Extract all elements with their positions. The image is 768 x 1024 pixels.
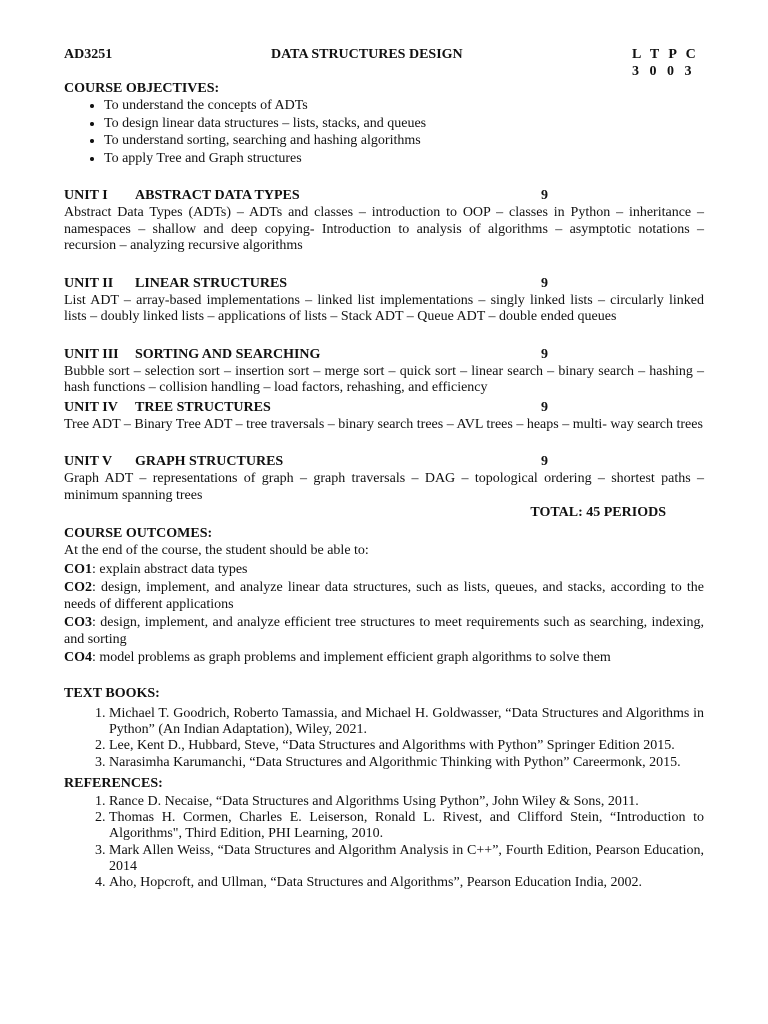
total-periods: TOTAL: 45 PERIODS: [530, 505, 666, 520]
unit-content: Tree ADT – Binary Tree ADT – tree traversals – binary search trees – AVL trees – heaps – multi- way search trees: [64, 416, 703, 432]
outcome-code: CO4: [64, 650, 92, 665]
unit-heading: [64, 453, 704, 471]
objective-item: • To design linear data structures – lists, stacks, and queues: [104, 115, 704, 133]
unit-number: UNIT IV: [64, 399, 118, 415]
unit-hours: 9: [541, 346, 548, 362]
outcome-item: [64, 562, 704, 579]
unit-content: Bubble sort – selection sort – insertion sort – merge sort – quick sort – linear search – binary search – hashing – hash functions – collision handling – load factors, rehashing, and efficiency: [64, 363, 704, 395]
outcome-text: : explain abstract data types: [92, 561, 248, 577]
unit-number: UNIT II: [64, 275, 114, 291]
unit-block: [64, 453, 704, 504]
unit-hours: 9: [541, 454, 548, 469]
reference-item: 1. Rance D. Necaise, “Data Structures and Algorithms Using Python”, John Wiley & Sons, 2011.: [109, 794, 704, 810]
outcome-text: : design, implement, and analyze efficient tree structures to meet requirements such as searching, indexing, and sorting: [64, 615, 704, 647]
unit-block: [64, 346, 704, 397]
outcome-item: [64, 580, 704, 613]
objectives-heading: COURSE OBJECTIVES:: [64, 81, 220, 96]
unit-title: ABSTRACT DATA TYPES: [135, 188, 300, 203]
ltpc-label: L T P C: [632, 47, 699, 62]
outcomes-intro: At the end of the course, the student should be able to:: [64, 543, 369, 558]
unit-title: SORTING AND SEARCHING: [135, 346, 321, 362]
unit-hours: 9: [541, 188, 548, 203]
textbook-item: 1. Michael T. Goodrich, Roberto Tamassia, and Michael H. Goldwasser, “Data Structures and Algorithms in Python” (An Indian Adaptation), Wiley, 2021.: [109, 706, 704, 738]
syllabus-page: [64, 46, 704, 892]
unit-hours: 9: [541, 275, 548, 291]
unit-title: TREE STRUCTURES: [135, 399, 271, 415]
unit-heading: [64, 275, 704, 293]
outcome-item: [64, 650, 704, 667]
unit-title: LINEAR STRUCTURES: [135, 275, 288, 291]
unit-heading: [64, 399, 704, 417]
unit-block: [64, 187, 704, 255]
objective-item: • To understand the concepts of ADTs: [104, 97, 704, 115]
references-heading: REFERENCES:: [64, 775, 163, 791]
unit-block: [64, 399, 704, 434]
unit-heading: [64, 187, 704, 205]
outcome-text: : design, implement, and analyze linear data structures, such as lists, queues, and stacks, according to the needs of different applications: [64, 580, 704, 612]
course-header: [64, 46, 704, 80]
textbooks-list: [64, 706, 704, 771]
unit-number: UNIT III: [64, 346, 119, 362]
outcome-code: CO3: [64, 615, 92, 630]
unit-block: [64, 275, 704, 326]
reference-item: 3. Mark Allen Weiss, “Data Structures and Algorithm Analysis in C++”, Fourth Edition, Pearson Education, 2014: [109, 843, 704, 875]
unit-hours: 9: [541, 399, 548, 415]
objectives-list: [64, 97, 704, 167]
objective-item: • To understand sorting, searching and hashing algorithms: [104, 132, 704, 150]
course-title: DATA STRUCTURES DESIGN: [271, 47, 463, 62]
course-code: AD3251: [64, 47, 113, 62]
objective-item: • To apply Tree and Graph structures: [104, 150, 704, 168]
unit-heading: [64, 346, 704, 364]
reference-item: 4. Aho, Hopcroft, and Ullman, “Data Structures and Algorithms”, Pearson Education India, 2002.: [109, 875, 704, 891]
textbook-item: 2. Lee, Kent D., Hubbard, Steve, “Data Structures and Algorithms with Python” Springer Edition 2015.: [109, 738, 704, 754]
unit-content: List ADT – array-based implementations – linked list implementations – singly linked lists – circularly linked lists – doubly linked lists – applications of lists – Stack ADT – Queue ADT – double ended queues: [64, 292, 704, 324]
unit-content: Abstract Data Types (ADTs) – ADTs and classes – introduction to OOP – classes in Python – inheritance – namespaces – shallow and deep copying- Introduction to analysis of algorithms – asymptotic notations – recursion – analyzing recursive algorithms: [64, 205, 704, 253]
textbooks-heading: TEXT BOOKS:: [64, 685, 160, 701]
unit-number: UNIT V: [64, 454, 113, 469]
outcome-code: CO2: [64, 580, 92, 595]
textbook-item: 3. Narasimha Karumanchi, “Data Structures and Algorithmic Thinking with Python” Careermonk, 2015.: [109, 755, 704, 771]
outcome-text: : model problems as graph problems and implement efficient graph algorithms to solve them: [92, 650, 611, 665]
unit-number: UNIT I: [64, 188, 108, 203]
reference-item: 2. Thomas H. Cormen, Charles E. Leiserson, Ronald L. Rivest, and Clifford Stein, “Introduction to Algorithms", Third Edition, PHI Learning, 2010.: [109, 810, 704, 842]
outcomes-heading: COURSE OUTCOMES:: [64, 526, 213, 541]
references-list: [64, 794, 704, 892]
ltpc-values: 3 0 0 3: [632, 64, 695, 79]
outcome-code: CO1: [64, 561, 92, 577]
outcome-item: [64, 615, 704, 648]
unit-title: GRAPH STRUCTURES: [135, 454, 284, 469]
unit-content: Graph ADT – representations of graph – graph traversals – DAG – topological ordering – shortest paths – minimum spanning trees: [64, 471, 704, 503]
